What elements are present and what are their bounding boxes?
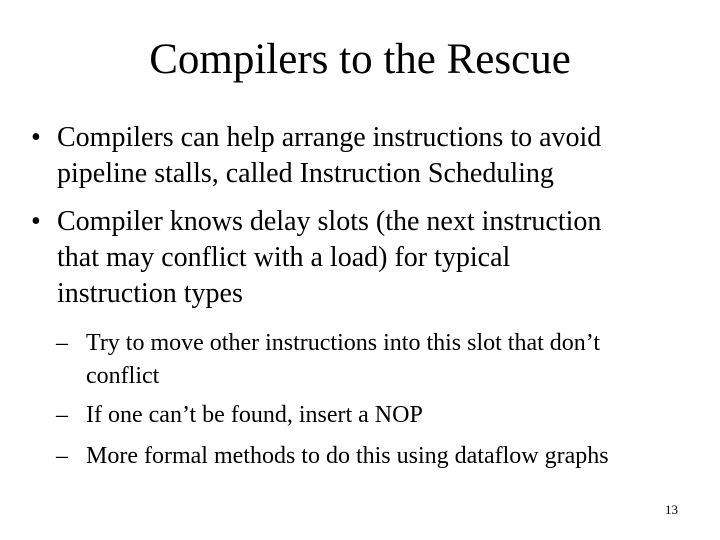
- sub-bullet-line: If one can’t be found, insert a NOP: [86, 402, 423, 428]
- sub-bullet-line: Try to move other instructions into this slot that don’t: [86, 330, 601, 356]
- sub-bullet-text: [86, 399, 423, 432]
- slide-title: Compilers to the Rescue: [149, 36, 571, 83]
- sub-bullet-line: conflict: [86, 363, 160, 389]
- bullet-line: that may conflict with a load) for typical: [57, 242, 511, 273]
- sub-bullet-item: [56, 440, 706, 473]
- bullet-item: [31, 204, 711, 312]
- sub-bullet-marker: –: [56, 402, 68, 428]
- bullet-text: [57, 120, 601, 192]
- sub-bullet-line: More formal methods to do this using dataflow graphs: [86, 443, 609, 469]
- bullet-marker: •: [31, 206, 41, 237]
- bullet-item: [31, 120, 711, 192]
- bullet-marker: •: [31, 122, 41, 153]
- sub-bullet-marker: –: [56, 443, 68, 469]
- sub-bullet-item: [56, 399, 706, 432]
- sub-bullet-text: [86, 327, 600, 393]
- bullet-line: Compiler knows delay slots (the next instruction: [57, 206, 602, 237]
- bullet-text: [57, 204, 601, 312]
- page-number: 13: [665, 502, 678, 517]
- bullet-line: pipeline stalls, called Instruction Scheduling: [57, 158, 554, 189]
- bullet-line: Compilers can help arrange instructions to avoid: [57, 122, 602, 153]
- sub-bullet-item: [56, 327, 706, 393]
- sub-bullet-marker: –: [56, 330, 68, 356]
- sub-bullet-text: [86, 440, 609, 473]
- bullet-line: instruction types: [57, 278, 243, 309]
